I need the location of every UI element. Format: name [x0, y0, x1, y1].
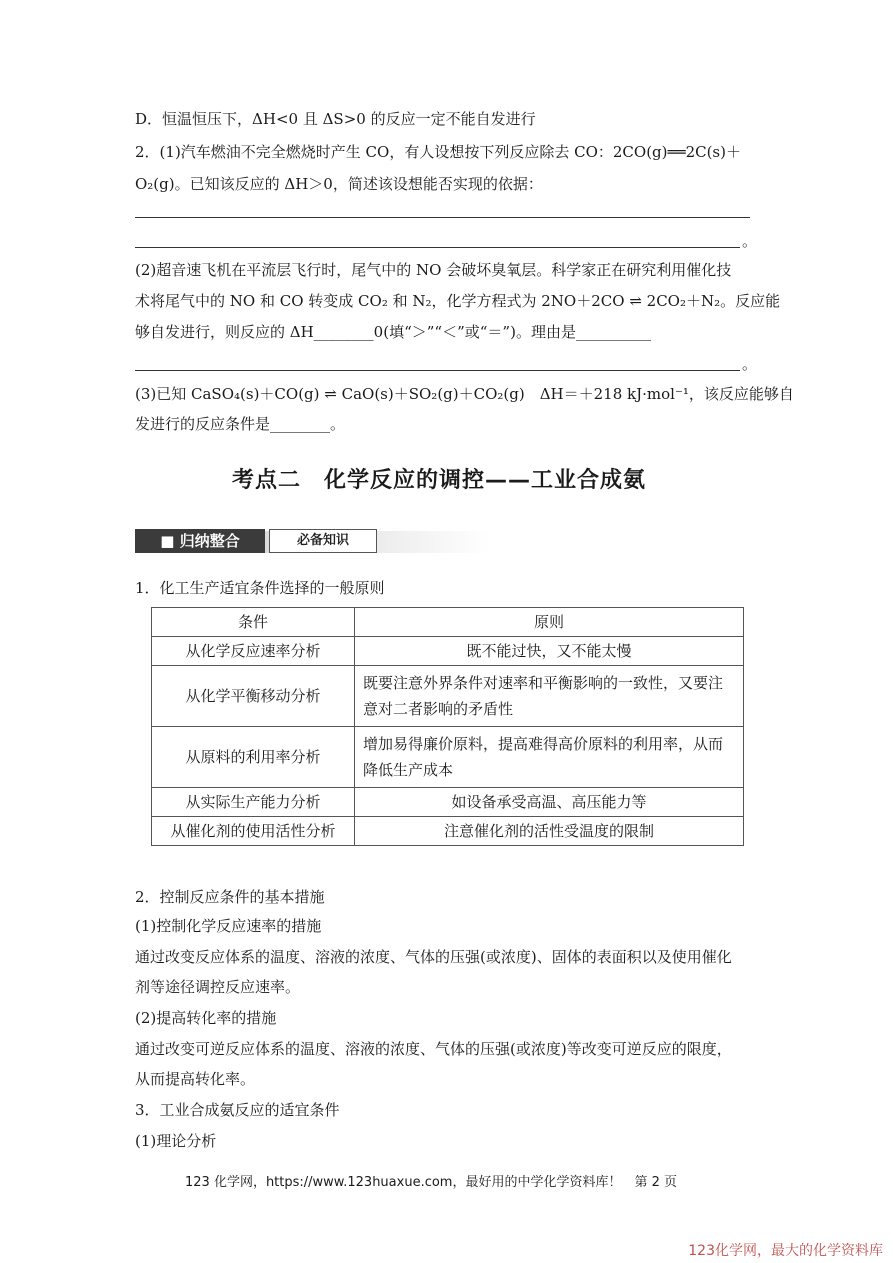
table-header-cell: 条件: [152, 608, 355, 637]
table-cell-condition: 从催化剂的使用活性分析: [152, 817, 355, 846]
conditions-table: [151, 607, 744, 846]
q2-line2: O₂(g)。已知该反应的 ΔH＞0，简述该设想能否实现的依据：: [135, 175, 543, 193]
table-cell-principle: 增加易得廉价原料，提高难得高价原料的利用率，从而降低生产成本: [355, 727, 744, 788]
table-header-cell: 原则: [355, 608, 744, 637]
page-footer: 123 化学网，https://www.123huaxue.com，最好用的中学化学资料库！ 第 2 页: [185, 1175, 678, 1190]
table-row: [152, 788, 744, 817]
table-row: [152, 637, 744, 666]
q2-p2-blank-end: 。: [742, 355, 758, 373]
table-cell-principle: 如设备承受高温、高压能力等: [355, 788, 744, 817]
q2-p3-line2: 发进行的反应条件是________。: [135, 415, 346, 433]
paragraph-rate-1: 通过改变反应体系的温度、溶液的浓度、气体的压强(或浓度)、固体的表面积以及使用催化: [135, 948, 732, 966]
table-cell-condition: 从化学反应速率分析: [152, 637, 355, 666]
paragraph-rate-2: 剂等途径调控反应速率。: [135, 978, 301, 996]
paragraph-conversion-1: 通过改变可逆反应体系的温度、溶液的浓度、气体的压强(或浓度)等改变可逆反应的限度，: [135, 1040, 732, 1058]
heading-control-measures: 2．控制反应条件的基本措施: [135, 888, 325, 906]
table-cell-principle: 注意催化剂的活性受温度的限制: [355, 817, 744, 846]
q2-line1: 2．(1)汽车燃油不完全燃烧时产生 CO，有人设想按下列反应除去 CO：2CO(g)══2C(s)＋: [135, 143, 741, 161]
subheading-conversion: (2)提高转化率的措施: [135, 1009, 277, 1027]
table-row: [152, 727, 744, 788]
table-row: [152, 817, 744, 846]
q2-p3-line1: (3)已知 CaSO₄(s)＋CO(g) ⇌ CaO(s)＋SO₂(g)＋CO₂(g) ΔH＝＋218 kJ·mol⁻¹，该反应能够自: [135, 385, 794, 403]
paragraph-conversion-2: 从而提高转化率。: [135, 1070, 256, 1088]
q2-p2-line2: 术将尾气中的 NO 和 CO 转变成 CO₂ 和 N₂，化学方程式为 2NO＋2CO ⇌ 2CO₂＋N₂。反应能: [135, 292, 781, 310]
subheading-rate-measures: (1)控制化学反应速率的措施: [135, 917, 322, 935]
table-cell-condition: 从原料的利用率分析: [152, 727, 355, 788]
watermark: 123化学网，最大的化学资料库: [688, 1243, 883, 1259]
answer-blank-line-3: [135, 370, 740, 371]
table-cell-condition: 从实际生产能力分析: [152, 788, 355, 817]
option-d: D．恒温恒压下，ΔH<0 且 ΔS>0 的反应一定不能自发进行: [135, 110, 536, 128]
subheading-theory: (1)理论分析: [135, 1132, 217, 1150]
section-banner: [135, 529, 490, 557]
section-title: 考点二 化学反应的调控——工业合成氨: [232, 468, 647, 493]
heading-principles: 1．化工生产适宜条件选择的一般原则: [135, 579, 385, 597]
answer-blank-line-2: [135, 247, 740, 248]
banner-label-knowledge: 必备知识: [269, 529, 377, 553]
table-cell-principle: 既不能过快，又不能太慢: [355, 637, 744, 666]
q2-blank-end: 。: [742, 232, 758, 250]
heading-ammonia-conditions: 3．工业合成氨反应的适宜条件: [135, 1101, 340, 1119]
q2-p2-line1: (2)超音速飞机在平流层飞行时，尾气中的 NO 会破坏臭氧层。科学家正在研究利用催化技: [135, 261, 732, 279]
table-cell-condition: 从化学平衡移动分析: [152, 666, 355, 727]
table-row: [152, 666, 744, 727]
q2-p2-line3: 够自发进行，则反应的 ΔH________0(填“＞”“＜”或“＝”)。理由是__________: [135, 323, 651, 341]
banner-label-summary: ■ 归纳整合: [135, 529, 265, 553]
table-header-row: [152, 608, 744, 637]
answer-blank-line-1: [135, 217, 750, 218]
table-cell-principle: 既要注意外界条件对速率和平衡影响的一致性，又要注意对二者影响的矛盾性: [355, 666, 744, 727]
